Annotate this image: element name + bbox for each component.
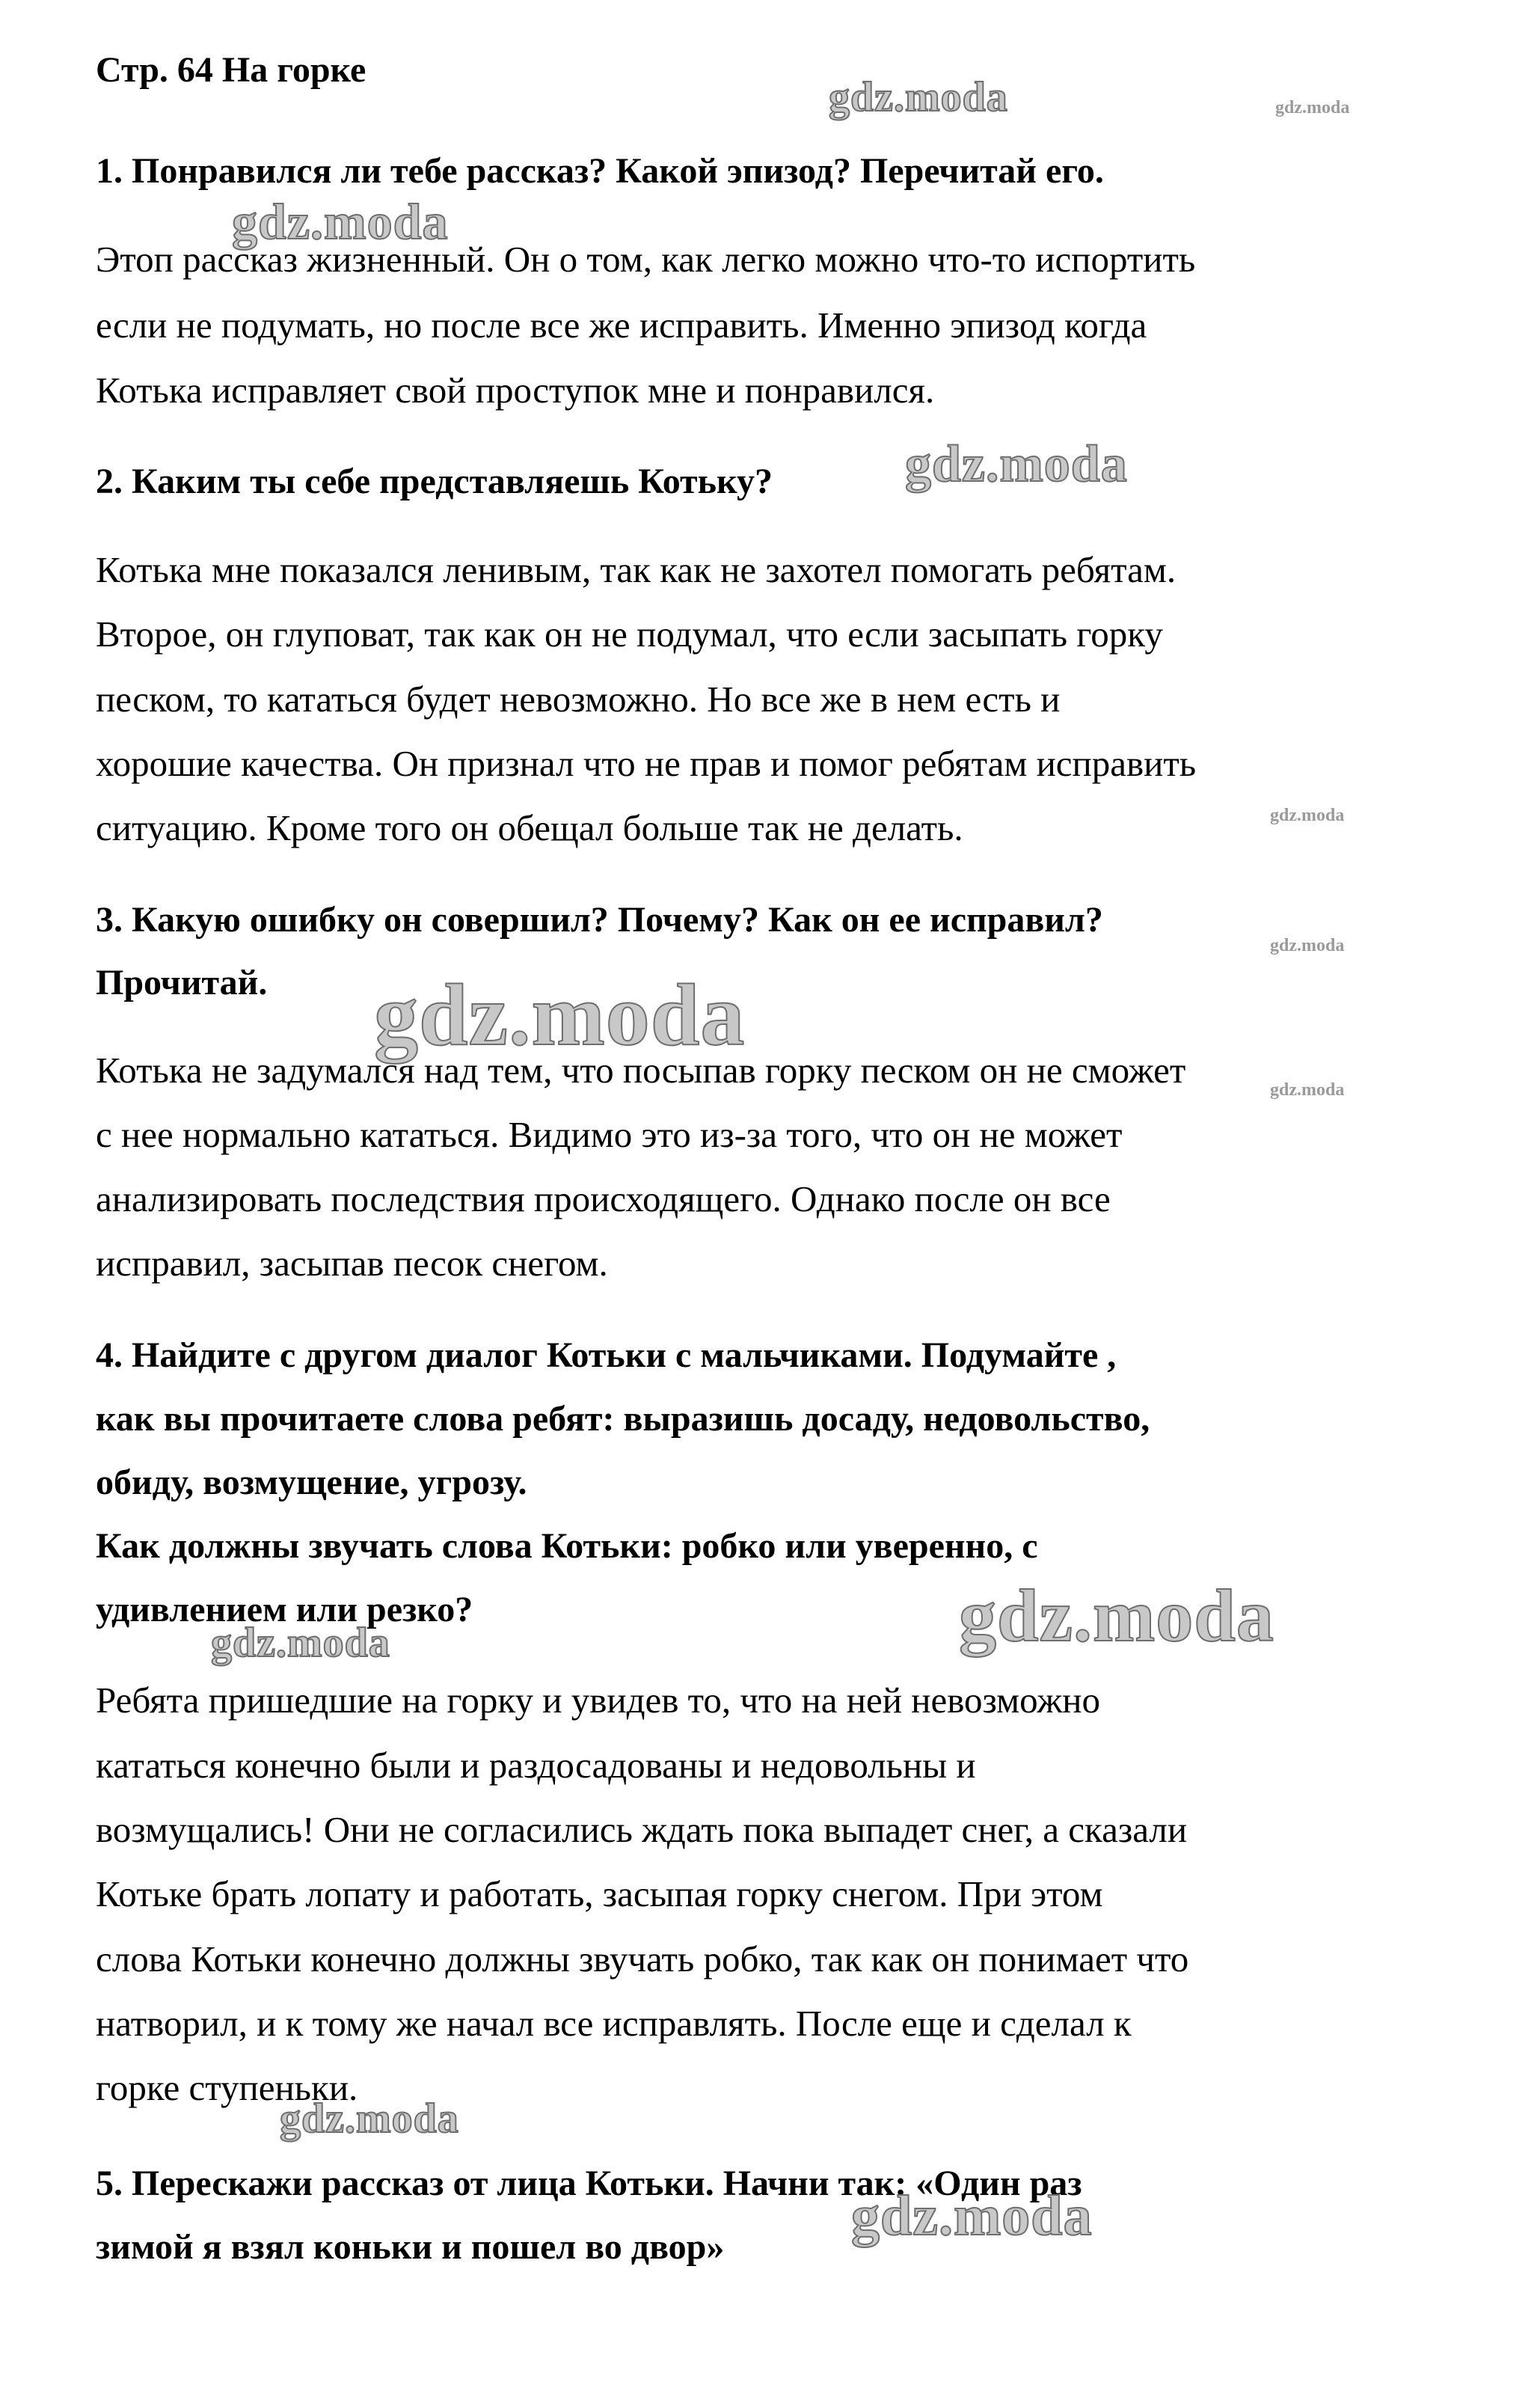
answer-2-line-4: хорошие качества. Он признал что не прав и помог ребятам исправить — [96, 743, 1197, 784]
watermark-gdz-moda-small: gdz.moda — [1270, 1080, 1345, 1100]
answer-1-line-3: Котька исправляет свой проступок мне и понравился. — [96, 370, 935, 411]
watermark-gdz-moda: gdz.moda — [211, 1620, 390, 1666]
answer-1-line-2: если не подумать, но после все же исправить. Именно эпизод когда — [96, 304, 1147, 346]
answer-4-line-1: Ребята пришедшие на горку и увидев то, что на ней невозможно — [96, 1680, 1101, 1721]
watermark-gdz-moda-small: gdz.moda — [1270, 936, 1345, 955]
question-4-line-4: Как должны звучать слова Котьки: робко или уверенно, с — [96, 1526, 1038, 1566]
question-3-line-2: Прочитай. — [96, 963, 268, 1002]
watermark-gdz-moda: gdz.moda — [829, 74, 1008, 120]
answer-3-line-1: Котька не задумался над тем, что посыпав горку песком он не сможет — [96, 1050, 1186, 1091]
question-5-line-1: 5. Перескажи рассказ от лица Котьки. Начни так: «Один раз — [96, 2164, 1082, 2203]
answer-4-line-2: кататься конечно были и раздосадованы и недовольны и — [96, 1745, 976, 1786]
watermark-gdz-moda: gdz.moda — [905, 435, 1128, 493]
answer-1-line-1: Этоп рассказ жизненный. Он о том, как легко можно что-то испортить — [96, 239, 1196, 280]
answer-2-line-3: песком, то кататься будет невозможно. Но все же в нем есть и — [96, 679, 1061, 720]
answer-3-line-3: анализировать последствия происходящего. Однако после он все — [96, 1178, 1111, 1219]
answer-2-line-1: Котька мне показался ленивым, так как не захотел помогать ребятам. — [96, 549, 1177, 590]
question-4-line-2: как вы прочитаете слова ребят: выразишь досаду, недовольство, — [96, 1399, 1150, 1439]
watermark-gdz-moda-small: gdz.moda — [1270, 806, 1345, 825]
question-4-line-3: обиду, возмущение, угрозу. — [96, 1463, 527, 1502]
answer-2-line-2: Второе, он глуповат, так как он не подумал, что если засыпать горку — [96, 613, 1163, 655]
question-2-line-1: 2. Каким ты себе представляешь Котьку? — [96, 462, 773, 501]
answer-3-line-4: исправил, засыпав песок снегом. — [96, 1243, 608, 1284]
answer-3-line-2: с нее нормально кататься. Видимо это из-за того, что он не может — [96, 1114, 1123, 1155]
answer-4-line-5: слова Котьки конечно должны звучать робко, так как он понимает что — [96, 1938, 1189, 1980]
answer-4-line-6: натворил, и к тому же начал все исправлять. После еще и сделал к — [96, 2003, 1132, 2044]
watermark-gdz-moda: gdz.moda — [851, 2185, 1093, 2247]
answer-4-line-3: возмущались! Они не согласились ждать пока выпадет снег, а сказали — [96, 1809, 1188, 1850]
question-5-line-2: зимой я взял коньки и пошел во двор» — [96, 2227, 725, 2267]
page-title: Стр. 64 На горке — [96, 50, 366, 90]
answer-4-line-7: горке ступеньки. — [96, 2067, 358, 2108]
watermark-gdz-moda: gdz.moda — [959, 1574, 1274, 1657]
answer-2-line-5: ситуацию. Кроме того он обещал больше так не делать. — [96, 807, 963, 848]
question-4-line-5: удивлением или резко? — [96, 1590, 473, 1629]
watermark-gdz-moda-small: gdz.moda — [1275, 98, 1350, 117]
watermark-gdz-moda: gdz.moda — [374, 966, 746, 1064]
question-3-line-1: 3. Какую ошибку он совершил? Почему? Как он ее исправил? — [96, 900, 1103, 940]
question-1-line-1: 1. Понравился ли тебе рассказ? Какой эпизод? Перечитай его. — [96, 151, 1104, 191]
watermark-gdz-moda: gdz.moda — [232, 193, 449, 250]
watermark-gdz-moda: gdz.moda — [280, 2095, 459, 2142]
question-4-line-1: 4. Найдите с другом диалог Котьки с мальчиками. Подумайте , — [96, 1335, 1117, 1375]
answer-4-line-4: Котьке брать лопату и работать, засыпая горку снегом. При этом — [96, 1873, 1103, 1914]
